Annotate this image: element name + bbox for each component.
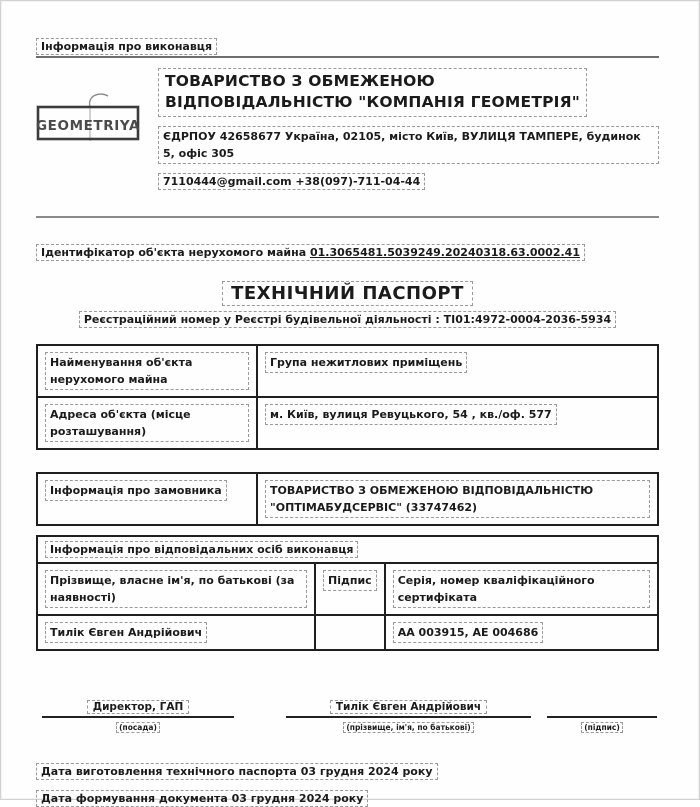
signature-position-caption: (посада) — [116, 722, 160, 733]
document-title: ТЕХНІЧНИЙ ПАСПОРТ — [222, 281, 473, 306]
table-row — [37, 536, 658, 563]
company-name-line1: ТОВАРИСТВО З ОБМЕЖЕНОЮ — [165, 72, 435, 90]
object-address-value-cell — [257, 397, 658, 449]
signature-sign-caption: (підпис) — [581, 722, 623, 733]
object-address-label-cell — [37, 397, 257, 449]
document-title-wrap — [36, 281, 659, 306]
signature-line — [42, 716, 234, 718]
executor-section-header — [36, 35, 659, 58]
responsible-header-cell — [37, 536, 658, 563]
signature-line — [547, 716, 657, 718]
table-row — [37, 563, 658, 615]
company-name — [158, 68, 587, 117]
company-logo-icon — [36, 90, 144, 146]
date-manufactured-line — [36, 763, 659, 780]
company-info — [158, 68, 659, 190]
customer-table — [36, 472, 659, 526]
date-formed — [36, 790, 368, 807]
signature-sign-caption-wrap — [547, 722, 657, 733]
responsible-col-signature-cell — [315, 563, 385, 615]
object-address-label: Адреса об'єкта (місце розташування) — [45, 404, 249, 442]
object-identifier — [36, 244, 585, 261]
responsible-name-cell — [37, 615, 315, 650]
date-manufactured — [36, 763, 438, 780]
registration-value: ТІ01:4972-0004-2036-5934 — [443, 312, 612, 326]
responsible-col-certificate: Серія, номер кваліфікаційного сертифіката — [393, 570, 650, 608]
object-address-value: м. Київ, вулиця Ревуцького, 54 , кв./оф. 577 — [265, 404, 557, 425]
responsible-table — [36, 535, 659, 651]
object-name-label-cell — [37, 345, 257, 397]
responsible-signature-cell — [315, 615, 385, 650]
customer-label: Інформація про замовника — [45, 480, 227, 501]
registration-number — [79, 311, 616, 328]
object-identifier-value: 01.3065481.5039249.20240318.63.0002.41 — [309, 245, 580, 259]
company-name-line2: ВІДПОВІДАЛЬНІСТЮ "КОМПАНІЯ ГЕОМЕТРІЯ" — [165, 93, 581, 112]
signature-position-caption-wrap — [42, 722, 234, 733]
customer-value: ТОВАРИСТВО З ОБМЕЖЕНОЮ ВІДПОВІДАЛЬНІСТЮ "ОПТІМАБУДСЕРВІС" (33747462) — [265, 480, 650, 518]
date-formed-value: 03 грудня 2024 року — [231, 792, 364, 806]
responsible-col-signature: Підпис — [323, 570, 377, 591]
signature-line — [286, 716, 531, 718]
signature-name: Тилік Євген Андрійович — [330, 700, 487, 714]
registration-label: Реєстраційний номер у Реєстрі будівельної діяльності : — [83, 312, 440, 326]
header-rule — [36, 56, 659, 58]
responsible-name: Тилік Євген Андрійович — [45, 622, 207, 643]
responsible-certificate: АА 003915, АЕ 004686 — [393, 622, 544, 643]
signature-sign-space — [595, 701, 609, 713]
object-name-value: Група нежитлових приміщень — [265, 352, 467, 373]
signature-name-col — [286, 695, 531, 733]
object-name-value-cell — [257, 345, 658, 397]
object-identifier-line — [36, 244, 659, 261]
responsible-header: Інформація про відповідальних осіб виконавця — [45, 541, 358, 558]
date-manufactured-value: 03 грудня 2024 року — [300, 765, 433, 779]
date-manufactured-label: Дата виготовлення технічного паспорта — [41, 765, 297, 779]
section-divider-rule — [36, 216, 659, 218]
company-contact: 7110444@gmail.com +38(097)-711-04-44 — [158, 173, 425, 190]
signature-sign-col — [547, 695, 657, 733]
signature-position-col — [42, 695, 234, 733]
company-logo — [36, 68, 148, 190]
customer-label-cell — [37, 473, 257, 525]
responsible-certificate-cell — [385, 615, 658, 650]
table-row — [37, 473, 658, 525]
signature-block — [36, 695, 659, 733]
document-content — [1, 1, 699, 807]
company-logo-text: GEOMETRIYA — [36, 118, 140, 134]
responsible-col-name: Прізвище, власне ім'я, по батькові (за наявності) — [45, 570, 307, 608]
object-identifier-label: Ідентифікатор об'єкта нерухомого майна — [41, 245, 307, 259]
registration-line — [36, 311, 659, 328]
table-row — [37, 615, 658, 650]
date-formed-label: Дата формування документа — [41, 792, 228, 806]
signature-position: Директор, ГАП — [87, 700, 190, 714]
executor-section-label: Інформація про виконавця — [36, 38, 217, 55]
signature-name-caption: (прізвище, ім'я, по батькові) — [343, 722, 473, 733]
responsible-col-name-cell — [37, 563, 315, 615]
signature-name-caption-wrap — [286, 722, 531, 733]
executor-header-row — [36, 68, 659, 190]
object-table — [36, 344, 659, 450]
object-name-label: Найменування об'єкта нерухомого майна — [45, 352, 249, 390]
date-formed-line — [36, 790, 659, 807]
company-address: ЄДРПОУ 42658677 Україна, 02105, місто Київ, ВУЛИЦЯ ТАМПЕРЕ, будинок 5, офіс 305 — [158, 126, 659, 164]
table-row — [37, 345, 658, 397]
responsible-col-certificate-cell — [385, 563, 658, 615]
customer-value-cell — [257, 473, 658, 525]
table-row — [37, 397, 658, 449]
